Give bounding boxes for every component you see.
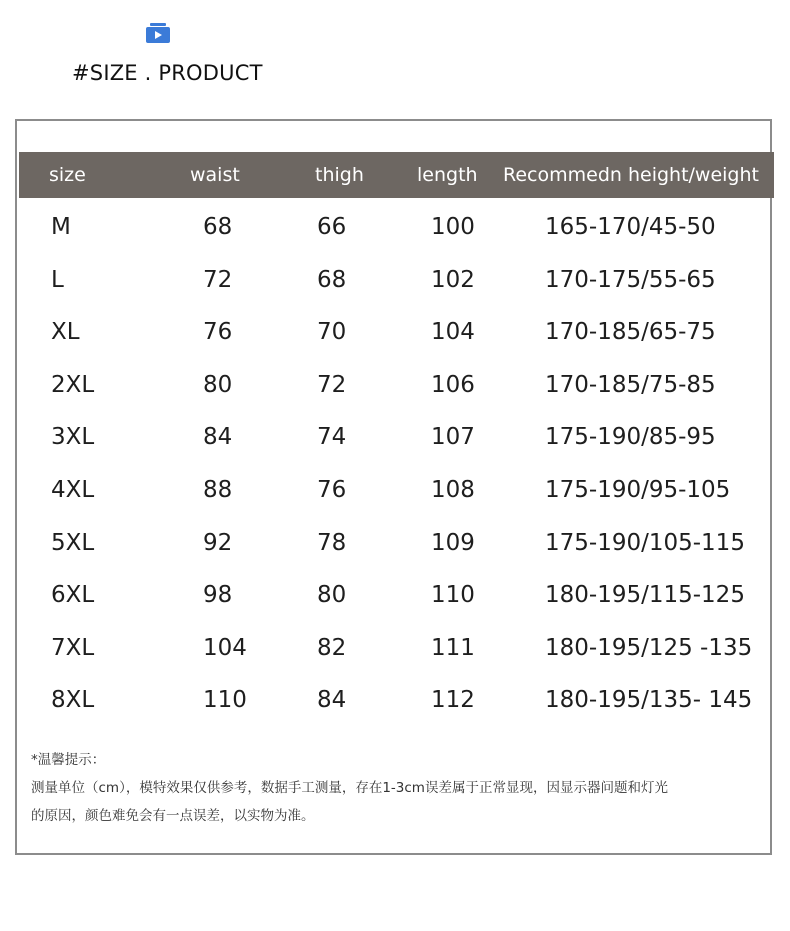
table-row — [17, 201, 772, 253]
cell-thigh: 78 — [317, 529, 347, 556]
cell-waist: 104 — [203, 634, 247, 661]
cell-thigh: 66 — [317, 214, 347, 240]
cell-waist: 84 — [203, 424, 233, 451]
notes-section — [31, 746, 771, 830]
cell-recommend: 180-195/135- 145 — [545, 687, 753, 714]
cell-length: 100 — [431, 214, 475, 240]
notes-line: 测量单位（cm），模特效果仅供参考，数据手工测量，存在1-3cm误差属于正常显现，因显示器问题和灯光 — [31, 780, 668, 796]
cell-length: 109 — [431, 529, 475, 556]
cell-thigh: 74 — [317, 424, 347, 451]
cell-size: 7XL — [51, 634, 95, 661]
cell-waist: 98 — [203, 582, 233, 609]
cell-recommend: 180-195/115-125 — [545, 582, 745, 609]
cell-waist: 88 — [203, 477, 233, 503]
column-header-length: length — [417, 164, 478, 186]
cell-size: 5XL — [51, 529, 95, 556]
table-row — [17, 517, 772, 569]
cell-thigh: 68 — [317, 266, 347, 293]
notes-line: 的原因，颜色难免会有一点误差，以实物为准。 — [31, 808, 315, 824]
cell-recommend: 175-190/105-115 — [545, 529, 745, 556]
cell-size: L — [51, 266, 64, 293]
cell-recommend: 180-195/125 -135 — [545, 634, 753, 661]
cell-recommend: 175-190/85-95 — [545, 424, 716, 451]
cell-size: 4XL — [51, 477, 95, 503]
cell-length: 107 — [431, 424, 475, 451]
cell-recommend: 175-190/95-105 — [545, 477, 731, 503]
table-row — [17, 306, 772, 358]
size-chart-panel — [15, 119, 772, 855]
page-title: #SIZE . PRODUCT — [72, 61, 263, 85]
column-header-recommend: Recommedn height/weight — [503, 164, 759, 186]
cell-thigh: 72 — [317, 371, 347, 398]
cell-waist: 110 — [203, 687, 247, 714]
cell-size: 8XL — [51, 687, 95, 714]
column-header-waist: waist — [190, 164, 240, 186]
cell-thigh: 80 — [317, 582, 347, 609]
table-row — [17, 674, 772, 726]
cell-size: XL — [51, 319, 80, 346]
cell-waist: 92 — [203, 529, 233, 556]
cell-size: 2XL — [51, 371, 95, 398]
cell-size: 3XL — [51, 424, 95, 451]
cell-length: 102 — [431, 266, 475, 293]
cell-length: 111 — [431, 634, 475, 661]
cell-waist: 68 — [203, 214, 233, 240]
table-header — [19, 152, 774, 198]
table-row — [17, 254, 772, 306]
cell-waist: 76 — [203, 319, 233, 346]
notes-heading: *温馨提示： — [31, 752, 106, 768]
cell-size: 6XL — [51, 582, 95, 609]
table-row — [17, 622, 772, 674]
table-row — [17, 569, 772, 621]
column-header-thigh: thigh — [315, 164, 364, 186]
cell-length: 112 — [431, 687, 475, 714]
table-row — [17, 411, 772, 463]
cell-length: 108 — [431, 477, 475, 503]
column-header-size: size — [49, 164, 86, 186]
cell-recommend: 170-175/55-65 — [545, 266, 716, 293]
cell-waist: 72 — [203, 266, 233, 293]
cell-size: M — [51, 214, 71, 240]
table-row — [17, 359, 772, 411]
cell-length: 106 — [431, 371, 475, 398]
video-folder-icon — [146, 23, 170, 43]
cell-length: 104 — [431, 319, 475, 346]
cell-waist: 80 — [203, 371, 233, 398]
cell-thigh: 70 — [317, 319, 347, 346]
cell-thigh: 76 — [317, 477, 347, 503]
cell-recommend: 170-185/65-75 — [545, 319, 716, 346]
table-row — [17, 464, 772, 516]
cell-recommend: 170-185/75-85 — [545, 371, 716, 398]
cell-recommend: 165-170/45-50 — [545, 214, 716, 240]
cell-thigh: 82 — [317, 634, 347, 661]
cell-thigh: 84 — [317, 687, 347, 714]
cell-length: 110 — [431, 582, 475, 609]
